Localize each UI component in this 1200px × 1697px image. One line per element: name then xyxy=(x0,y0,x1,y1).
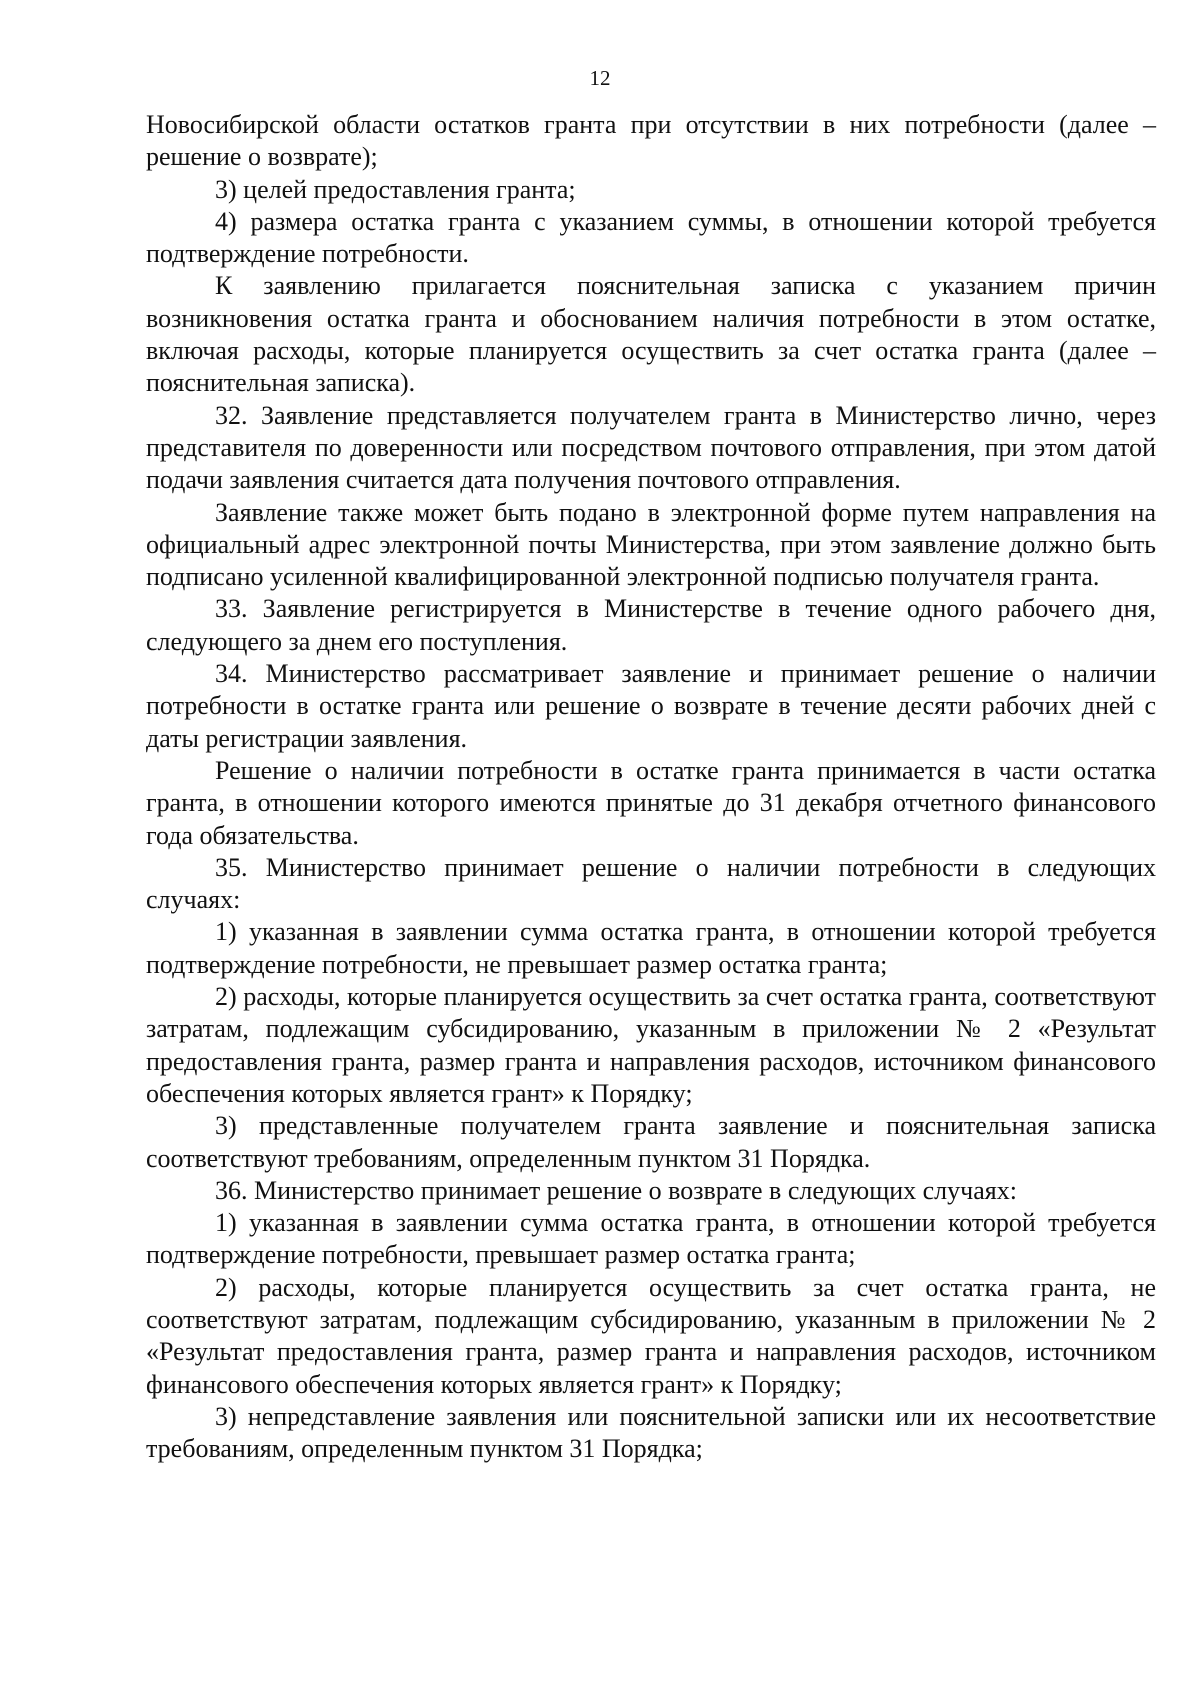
paragraph: 32. Заявление представляется получателем гранта в Министерство лично, через представителя по доверенности или посредством почтового отправления, при этом датой подачи заявления считается дата получения почтового отправления. xyxy=(146,400,1156,495)
paragraph: 4) размера остатка гранта с указанием суммы, в отношении которой требуется подтверждение потребности. xyxy=(146,206,1156,269)
paragraph: Решение о наличии потребности в остатке гранта принимается в части остатка гранта, в отношении которого имеются принятые до 31 декабря отчетного финансового года обязательства. xyxy=(146,755,1156,850)
paragraph: Заявление также может быть подано в электронной форме путем направления на официальный адрес электронной почты Министерства, при этом заявление должно быть подписано усиленной квалифицированной электронной подписью получателя гранта. xyxy=(146,497,1156,592)
paragraph: 2) расходы, которые планируется осуществить за счет остатка гранта, соответствуют затратам, подлежащим субсидированию, указанным в приложении № 2 «Результат предоставления гранта, размер гранта и направления расходов, источником финансового обеспечения которых является грант» к Порядку; xyxy=(146,982,1156,1108)
paragraph: 33. Заявление регистрируется в Министерстве в течение одного рабочего дня, следующего за днем его поступления. xyxy=(146,594,1156,656)
document-body xyxy=(146,109,1156,1465)
paragraph: 2) расходы, которые планируется осуществить за счет остатка гранта, не соответствуют затратам, подлежащим субсидированию, указанным в приложении № 2 «Результат предоставления гранта, размер гранта и направления расходов, источником финансового обеспечения которых является грант» к Порядку; xyxy=(146,1272,1156,1399)
paragraph: 3) непредставление заявления или пояснительной записки или их несоответствие требованиям, определенным пунктом 31 Порядка; xyxy=(146,1401,1156,1464)
paragraph: Новосибирской области остатков гранта при отсутствии в них потребности (далее – решение о возврате); xyxy=(146,110,1156,172)
paragraph: 1) указанная в заявлении сумма остатка гранта, в отношении которой требуется подтверждение потребности, превышает размер остатка гранта; xyxy=(146,1208,1156,1270)
paragraph: К заявлению прилагается пояснительная записка с указанием причин возникновения остатка гранта и обоснованием наличия потребности в этом остатке, включая расходы, которые планируется осуществить за счет остатка гранта (далее – пояснительная записка). xyxy=(146,271,1156,398)
paragraph: 36. Министерство принимает решение о возврате в следующих случаях: xyxy=(215,1175,1017,1205)
paragraph: 3) целей предоставления гранта; xyxy=(215,174,576,204)
paragraph: 3) представленные получателем гранта заявление и пояснительная записка соответствуют требованиям, определенным пунктом 31 Порядка. xyxy=(146,1111,1156,1173)
paragraph: 1) указанная в заявлении сумма остатка гранта, в отношении которой требуется подтверждение потребности, не превышает размер остатка гранта; xyxy=(146,917,1156,979)
paragraph: 35. Министерство принимает решение о наличии потребности в следующих случаях: xyxy=(146,852,1156,915)
paragraph: 34. Министерство рассматривает заявление и принимает решение о наличии потребности в остатке гранта или решение о возврате в течение десяти рабочих дней с даты регистрации заявления. xyxy=(146,659,1156,753)
page-number: 12 xyxy=(589,66,611,90)
